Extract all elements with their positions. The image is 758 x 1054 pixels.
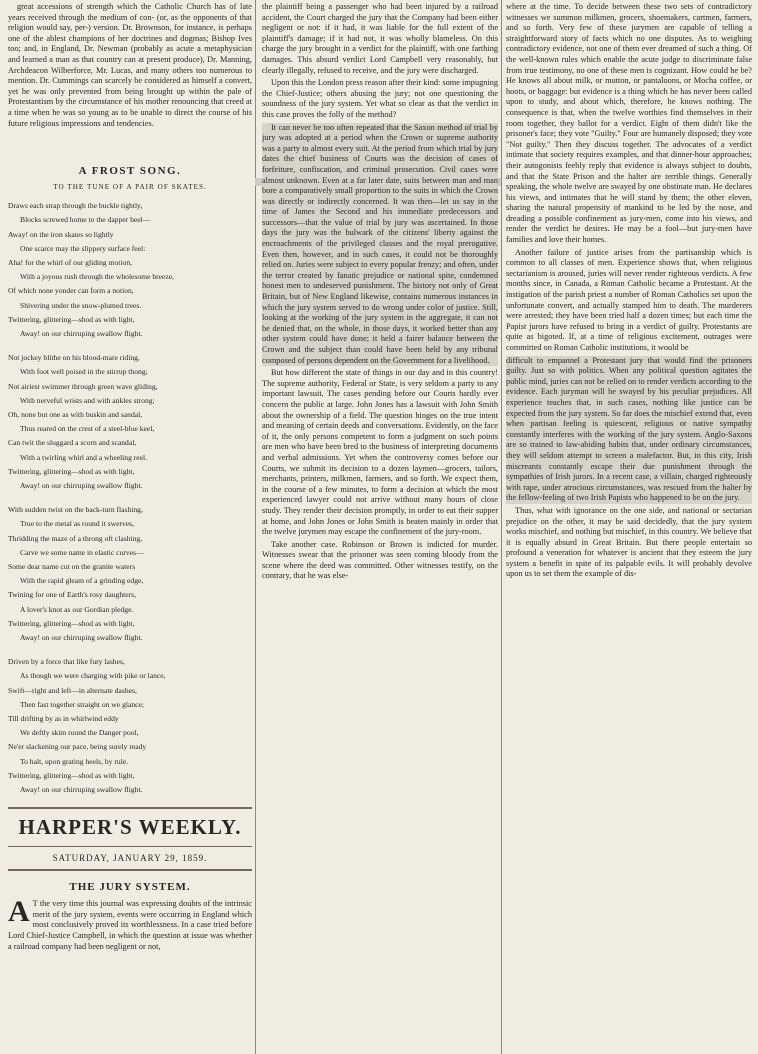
article-paragraph: But how different the state of things in our day and in this country! The supreme authority, Federal or State, is very seldom a party to any important lawsuit. The cases pending before our Courts hardly ever concern the public at large. John Jones has a lawsuit with John Smith about the ownership of a field. The question hinges on the true intent and meaning of certain deeds and conversations. Evidently, on the face of it, the only persons competent to form a judgment on such points are men who have been bred to the business of interpreting documents and verbal admissions. Yet when the controversy comes before our Courts, we submit its decision to a dozen laymen—grocers, tailors, merchants, printers, milkmen, farmers, and so forth. We expect them, in the course of a few minutes, to form a decision at which the most experienced lawyer could not arrive without many hours of close study. They render their decision promptly, in order to eat their supper at home, and John Jones or John Smith is beaten mainly in order that the twelve jurymen may escape the confinement of the jury-room. (262, 368, 498, 537)
poem-line: Away! on our chirruping swallow flight. (20, 633, 143, 643)
drop-cap: A (8, 895, 30, 929)
column-middle (262, 0, 498, 584)
poem-line: Ne'er slackening our pace, being surely ready (8, 742, 147, 752)
masthead-title: HARPER'S WEEKLY. (18, 815, 242, 840)
poem-line: With sudden twist on the back-turn flashing, (8, 505, 143, 515)
article-paragraph: difficult to empannel a Protestant jury that would find the prisoners guilty. Just so with politics. When any political question agitates the public mind, juries can not be relied on to render verdicts according to the evidence. Each juryman will be swayed by his peculiar prejudices. All experience teaches that, in such cases, nothing like justice can be expected from the jury system. So far does the mischief extend that, even when partisan feeling is quiescent, religious or native sympathy constantly interferes with the working of the jury system. Anglo-Saxons are so trained to law-abiding habits that, under ordinary circumstances, they will seldom attempt to screen a malefactor. But, in this city, Irish miscreants constantly escape their due punishment through the sympathies of Irish jurors. In a recent case, a villain, charged righteously with rape, under atrocious circumstances, was rescued from the halter by the fellow-feeling of two Irish Papists who happened to be on the jury. (506, 355, 752, 503)
article-paragraph: where at the time. To decide between these two sets of contradictory witnesses we summon milkmen, grocers, shoemakers, cartmen, farmers, and so forth. Very few of these jurymen are capable of telling a straightforward story of facts which no one disputes. As to weighing contradictory evidence, not one of them ever dreamed of such a thing. Of the well-known rules which enable the acute judge to discriminate false from true testimony, no one of these men is cognizant. How could he be? He knows all about milk, or mutton, or pantaloons, or Mocha coffee, or hoots, or baggage: but evidence is a thing which he has never been called upon to study, and about which, therefore, he knows nothing. The consequence is that, when the twelve worthies find themselves in their room together, they ballot for a verdict. Eight of them didn't like the prisoner's face; they vote "Guilty." Four are humanely disposed; they vote "Not guilty." Then they discuss together. The advocates of a verdict intimate that society requires examples, and that dinner-hour approaches; their autogonists feebly reply that evidence is always subject to doubts, and that the State Prison and the halter are terrible things. Generally speaking, the whole twelve are swayed by one obstinate man. He declares his views, and intimates that he will stand by them; the other eleven, sharing the natural propensity of mankind to be led by the nose, and dreading a possible confinement as jury-men, come into his views, and render the verdict he desires. He may be a fool—but jury-men have families and love their homes. (506, 2, 752, 245)
column-right (506, 0, 752, 582)
poem-line: With foot well poised in the stirrup thong; (20, 367, 148, 377)
poem-stanza (8, 655, 252, 797)
poem-line: Of which none yonder can form a notion, (8, 286, 134, 296)
poem-line: Oh, none but one as with buskin and sandal, (8, 409, 143, 419)
column-rule-left (255, 0, 256, 1054)
poem-line: Then fast together straight on we glance; (20, 699, 144, 709)
article-paragraph: Another failure of justice arises from the partisanship which is common to all classes of men. Experience shows that, when religious sectarianism is aroused, juries will never render righteous verdicts. A few months since, in Canada, a Roman Catholic became a Protestant. At the instigation of the parish priest a number of Roman Catholics set upon the unfortunate convert, and actually stamped him to death. The murderers were arrested; they have been tried half a dozen times; but each time the Papist jurors have refused to bring in a verdict of guilty. Protestants are quite as bigoted. If, at a time of religious excitement, outrages were committed on Roman Catholic institutions, it would be (506, 247, 752, 352)
poem-line: A lover's knot as our Gordian pledge. (20, 604, 134, 614)
poem-line: Thridding the maze of a throng oft clashing, (8, 533, 143, 543)
poem-line: To halt, upon grating heels, by rule. (20, 756, 129, 766)
poem-stanza (8, 351, 252, 493)
masthead-rule (8, 807, 252, 809)
poem-line: Till drifting by as in whirlwind eddy (8, 714, 119, 724)
article-paragraph: Upon this the London press reason after their kind: some impugning the Chief-Justice; others abusing the jury; not one questioning the soundness of the jury system. Yet what so clear as that the verdict in this case proves the folly of the method? (262, 78, 498, 119)
article-opening-paragraph (8, 895, 252, 952)
poem-line: Away! on our chirruping swallow flight. (20, 785, 143, 795)
article-paragraph: It can never be too often repeated that the Saxon method of trial by jury was adopted at a period when the Crown or supreme authority was a party to almost every suit. At the period from which trial by jury dates the chief business of Courts was the decision of cases of forfeiture, confiscation, and criminal prosecution. Civil cases were almost unknown. Even at a far later date, suits between man and man bore a comparatively small proportion to the suits in which the Crown was directly or indirectly concerned. It was then—let us say in the time of James the Second and his immediate predecessors and successors—that the value of trial by jury was ascertained. In those days the jury was the bulwark of the citizens' liberty against the encroachments of the privileged classes and the royal prerogative. Even then, however, and in such cases, it could not be thoroughly relied on. Juries were subject to every popular frenzy; and often, under the terror created by fanatic prejudice or national spite, condemned honest men to undeserved punishment. The history not only of Great Britain, but of New England likewise, contains numerous instances in which the jury system served to do wrong under color of justice. Still, looking at the working of the jury system in the aggregate, it can not be denied that, on the whole, in those days, it worked better than any other system could have done; it held a fairer balance between the Crown and the subject than could have been held by any tribunal composed of persons dependent on the Government for a livelihood. (262, 122, 498, 365)
poem-line: With a joyous rush through the wholesome breeze, (20, 272, 175, 282)
poem-line: Not airiest swimmer through green wave gliding, (8, 381, 158, 391)
poem-title: A FROST SONG. (78, 165, 182, 178)
poem-stanza (8, 503, 252, 645)
poem-line: Driven by a force that like fury lashes, (8, 657, 125, 667)
poem-line: Not jockey blithe on his blood-mare riding, (8, 353, 140, 363)
poem-line: Swift—right and left—in alternate dashes, (8, 685, 137, 695)
poem-line: Away! on our chirruping swallow flight. (20, 328, 143, 338)
poem-line: Carve we some name in elastic curves— (20, 547, 144, 557)
poem-line: With nerveful wrists and with ankles strong: (20, 395, 155, 405)
poem-line: Shivering under the snow-plumed trees. (20, 300, 142, 310)
catholic-converts-paragraph: great accessions of strength which the Catholic Church has of late years received through the medium of con- (or, as the opponents of that religion would say, per-) version. Dr. Brownson, for instance, is perhaps one of the ablest champions of her doctrines and dogmas; Bishop Ives too; and, in England, Dr. Newman (probably as acute a metaphysician and learned a man as that country can at present produce), Dr. Manning, Archdeacon Wilberforce, Mr. Lucas, and many others too numerous to mention. Dr. Cummings can scarcely be considered as himself a convert, yet he was only prevented from being brought up within the pale of Protestantism by the circumstance of his mother renouncing that creed at a time when he was so young as to be unable to direct the course of his future religious impressions and tendencies. (8, 2, 252, 128)
poem-line: Draws each strap through the buckle tightly, (8, 201, 143, 211)
article-paragraph: Thus, what with ignorance on the one side, and national or sectarian prejudice on the other, it may be said decidedly, that the jury system works mischief, and nothing but mischief, in this country. We believe that it is equally absurd in Great Britain. But there people entertain so profound a veneration for whatever is ancient that they esteem the jury system a benefit in spite of its palpable evils. It will probably devolve upon us to set them the example of dis- (506, 505, 752, 579)
poem-line: Some dear name cut on the granite waters (8, 562, 136, 571)
poem-line: Twittering, glittering—shod as with light, (8, 466, 135, 476)
article-opening-text: T the very time this journal was expressing doubts of the intrinsic merit of the jury system, events were occurring in England which most conclusively proved its worthlessness. In a case tried before Lord Chief-Justice Campbell, in which the question at issue was whether a railroad company had been negligent or not, (8, 899, 252, 951)
poem-line: Blocks screwed home to the dapper heel— (20, 215, 151, 225)
poem-line: Thus reared on the crest of a steel-blue keel, (20, 424, 155, 434)
poem-line: As though we were charging with pike or lance, (20, 671, 166, 681)
poem-line: With the rapid gleam of a grinding edge, (20, 576, 144, 586)
poem-subtitle: TO THE TUNE OF A PAIR OF SKATES. (53, 183, 207, 192)
poem-stanza (8, 199, 252, 341)
poem-line: One scarce may the slippery surface feel: (20, 243, 146, 253)
poem-line: Twining for one of Earth's rosy daughters, (8, 590, 137, 600)
article-paragraph: the plaintiff being a passenger who had been injured by a railroad accident, the Court charged the jury that the Company had been either negligent or not: if it had, it was liable for the full extent of the plaintiff's damage; if it had not, it was wholly blameless. On this charge the jury brought in a verdict for the plaintiff, with one farthing damages. This absurd verdict Lord Campbell very reasonably, but clearly illegally, refused to receive, and the jury were discharged. (262, 2, 498, 75)
poem-line: Can twit the sluggard a scorn and scandal, (8, 438, 137, 448)
masthead-rule (8, 846, 252, 847)
dateline: SATURDAY, JANUARY 29, 1859. (52, 853, 208, 864)
poem-line: True to the metal as round it swerves, (20, 519, 135, 529)
column-rule-right (501, 0, 502, 1054)
masthead-rule (8, 869, 252, 871)
poem-line: Twittering, glittering—shod as with light, (8, 770, 135, 780)
poem-line: Away! on our chirruping swallow flight. (20, 480, 143, 490)
poem-line: We deftly skim round the Danger pool, (20, 728, 139, 738)
poem-line: With a twirling whirl and a wheeling reel. (20, 452, 148, 462)
column-left (8, 0, 252, 954)
poem-line: Aha! for the whirl of our gliding motion, (8, 257, 133, 267)
article-paragraph: Take another case. Robinson or Brown is indicted for murder. Witnesses swear that the prisoner was seen coming bloody from the scene where the deed was committed. Other witnesses testify, on the contrary, that he was else- (262, 539, 498, 581)
poem-line: Twittering, glittering—shod as with light, (8, 618, 135, 628)
article-title: THE JURY SYSTEM. (69, 881, 191, 894)
poem-line: Twittering, glittering—shod as with light, (8, 314, 135, 324)
poem-line: Away! on the iron skates so lightly (8, 229, 114, 239)
